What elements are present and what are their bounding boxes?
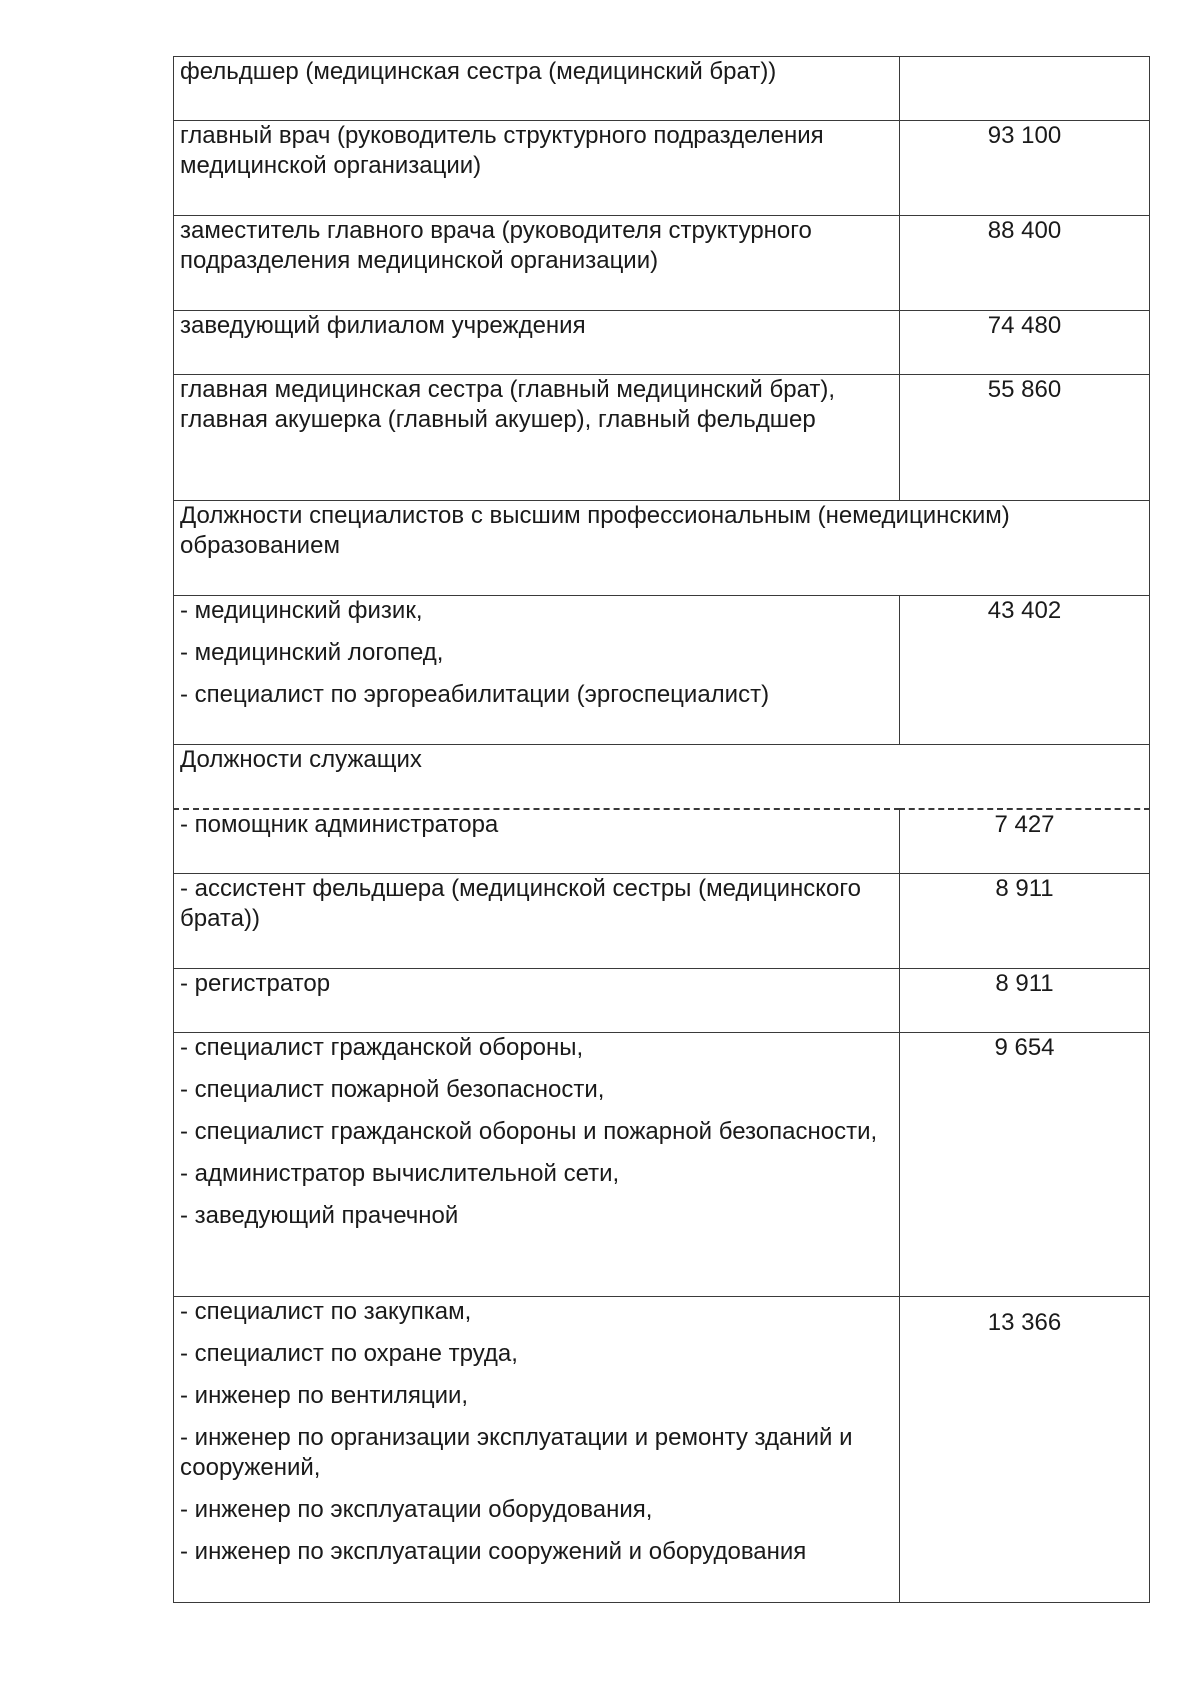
table-row	[174, 969, 1150, 1033]
position-cell: фельдшер (медицинская сестра (медицинский брат))	[174, 57, 900, 121]
list-item: - заведующий прачечной	[180, 1202, 459, 1229]
list-item: - администратор вычислительной сети,	[180, 1160, 620, 1187]
position-cell: заведующий филиалом учреждения	[174, 311, 900, 375]
table-row	[174, 311, 1150, 375]
position-cell: заместитель главного врача (руководителя структурного подразделения медицинской организации)	[174, 216, 900, 311]
table-row	[174, 57, 1150, 121]
amount-cell: 8 911	[900, 874, 1150, 969]
list-item: - инженер по вентиляции,	[180, 1382, 469, 1409]
amount-cell: 74 480	[900, 311, 1150, 375]
amount-cell: 88 400	[900, 216, 1150, 311]
section-row	[174, 745, 1150, 810]
amount-cell: 93 100	[900, 121, 1150, 216]
section-heading: Должности специалистов с высшим профессиональным (немедицинским) образованием	[174, 501, 1150, 596]
table-row	[174, 121, 1150, 216]
amount-cell: 9 654	[900, 1033, 1150, 1297]
amount-cell: 13 366	[900, 1297, 1150, 1603]
table-row	[174, 809, 1150, 874]
list-item: - специалист гражданской обороны,	[180, 1034, 584, 1061]
position-cell: главный врач (руководитель структурного подразделения медицинской организации)	[174, 121, 900, 216]
list-item: - инженер по эксплуатации сооружений и оборудования	[180, 1538, 807, 1565]
list-item: - специалист гражданской обороны и пожарной безопасности,	[180, 1118, 878, 1145]
table-row	[174, 375, 1150, 501]
position-cell: - ассистент фельдшера (медицинской сестры (медицинского брата))	[174, 874, 900, 969]
table-row	[174, 1297, 1150, 1603]
position-group-cell	[174, 596, 900, 745]
list-item: - медицинский физик,	[180, 597, 423, 624]
amount-cell	[900, 57, 1150, 121]
salary-table	[173, 56, 1150, 1603]
amount-cell: 43 402	[900, 596, 1150, 745]
list-item: - специалист по охране труда,	[180, 1340, 518, 1367]
list-item: - специалист по эргореабилитации (эргоспециалист)	[180, 681, 770, 708]
list-item: - специалист пожарной безопасности,	[180, 1076, 605, 1103]
list-item: - инженер по эксплуатации оборудования,	[180, 1496, 653, 1523]
list-item: - инженер по организации эксплуатации и ремонту зданий и сооружений,	[180, 1424, 853, 1481]
section-heading: Должности служащих	[174, 745, 1150, 810]
amount-cell: 8 911	[900, 969, 1150, 1033]
position-cell: - регистратор	[174, 969, 900, 1033]
section-row	[174, 501, 1150, 596]
amount-cell: 7 427	[900, 809, 1150, 874]
table-row	[174, 216, 1150, 311]
position-group-cell	[174, 1297, 900, 1603]
list-item: - медицинский логопед,	[180, 639, 444, 666]
position-cell: главная медицинская сестра (главный медицинский брат), главная акушерка (главный акушер), главный фельдшер	[174, 375, 900, 501]
amount-cell: 55 860	[900, 375, 1150, 501]
position-group-cell	[174, 1033, 900, 1297]
table-row	[174, 1033, 1150, 1297]
position-cell: - помощник администратора	[174, 809, 900, 874]
list-item: - специалист по закупкам,	[180, 1298, 472, 1325]
table-row	[174, 874, 1150, 969]
table-row	[174, 596, 1150, 745]
